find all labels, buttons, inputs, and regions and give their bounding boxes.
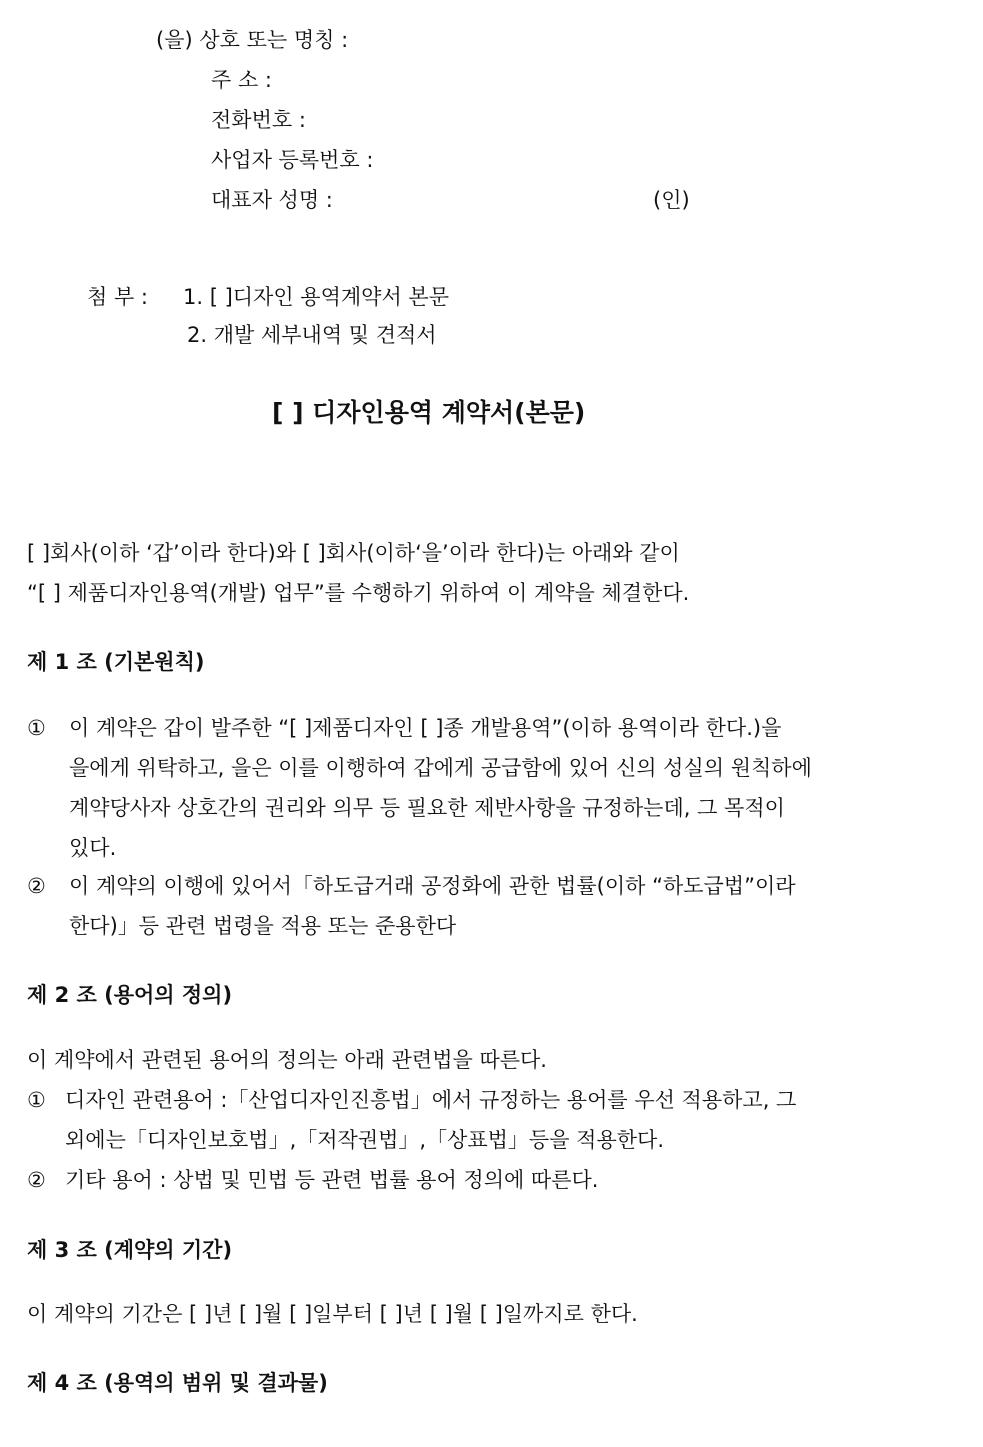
- party-b-business-no-label: 사업자 등록번호 :: [211, 148, 374, 172]
- article-2-item-1-line-1: 디자인 관련용어 :「산업디자인진흥법」에서 규정하는 용어를 우선 적용하고, 그: [65, 1088, 797, 1112]
- article-1-item-2-line-1: 이 계약의 이행에 있어서「하도급거래 공정화에 관한 법률(이하 “하도급법”이라: [69, 874, 796, 898]
- document-title: [ ] 디자인용역 계약서(본문): [272, 398, 586, 427]
- party-b-representative-label: 대표자 성명 :: [211, 188, 333, 212]
- article-1-item-2-mark: ②: [27, 874, 46, 898]
- article-1-item-1-line-3: 계약당사자 상호간의 권리와 의무 등 필요한 제반사항을 규정하는데, 그 목적이: [69, 796, 785, 820]
- article-2-intro: 이 계약에서 관련된 용어의 정의는 아래 관련법을 따른다.: [27, 1048, 547, 1072]
- seal-mark: (인): [653, 188, 690, 212]
- article-1-heading: 제 1 조 (기본원칙): [27, 650, 205, 674]
- article-4-heading: 제 4 조 (용역의 범위 및 결과물): [27, 1371, 328, 1395]
- article-2-item-2-mark: ②: [27, 1168, 46, 1192]
- party-b-phone-label: 전화번호 :: [211, 108, 306, 132]
- party-b-name-label: (을) 상호 또는 명칭 :: [156, 28, 349, 52]
- article-1-item-2-line-2: 한다)」등 관련 법령을 적용 또는 준용한다: [69, 914, 457, 938]
- article-1-item-1-line-1: 이 계약은 갑이 발주한 “[ ]제품디자인 [ ]종 개발용역”(이하 용역이라 한다.)을: [69, 716, 782, 740]
- attachments-label: 첨 부 :: [87, 285, 148, 309]
- article-3-heading: 제 3 조 (계약의 기간): [27, 1238, 233, 1262]
- attachment-item-2: 2. 개발 세부내역 및 견적서: [187, 323, 437, 347]
- article-2-heading: 제 2 조 (용어의 정의): [27, 983, 233, 1007]
- intro-line-2: “[ ] 제품디자인용역(개발) 업무”를 수행하기 위하여 이 계약을 체결한다.: [27, 581, 690, 605]
- party-b-address-label: 주 소 :: [211, 68, 272, 92]
- article-1-item-1-line-4: 있다.: [69, 836, 117, 860]
- intro-line-1: [ ]회사(이하 ‘갑’이라 한다)와 [ ]회사(이하‘을’이라 한다)는 아래와 같이: [27, 541, 680, 565]
- attachment-item-1: 1. [ ]디자인 용역계약서 본문: [183, 285, 449, 309]
- article-2-item-1-line-2: 외에는「디자인보호법」,「저작권법」,「상표법」등을 적용한다.: [65, 1128, 664, 1152]
- article-1-item-1-line-2: 을에게 위탁하고, 을은 이를 이행하여 갑에게 공급함에 있어 신의 성실의 원칙하에: [69, 756, 812, 780]
- article-3-text: 이 계약의 기간은 [ ]년 [ ]월 [ ]일부터 [ ]년 [ ]월 [ ]일까지로 한다.: [27, 1302, 638, 1326]
- article-2-item-2-text: 기타 용어 : 상법 및 민법 등 관련 법률 용어 정의에 따른다.: [65, 1168, 599, 1192]
- article-2-item-1-mark: ①: [27, 1088, 46, 1112]
- article-1-item-1-mark: ①: [27, 716, 46, 740]
